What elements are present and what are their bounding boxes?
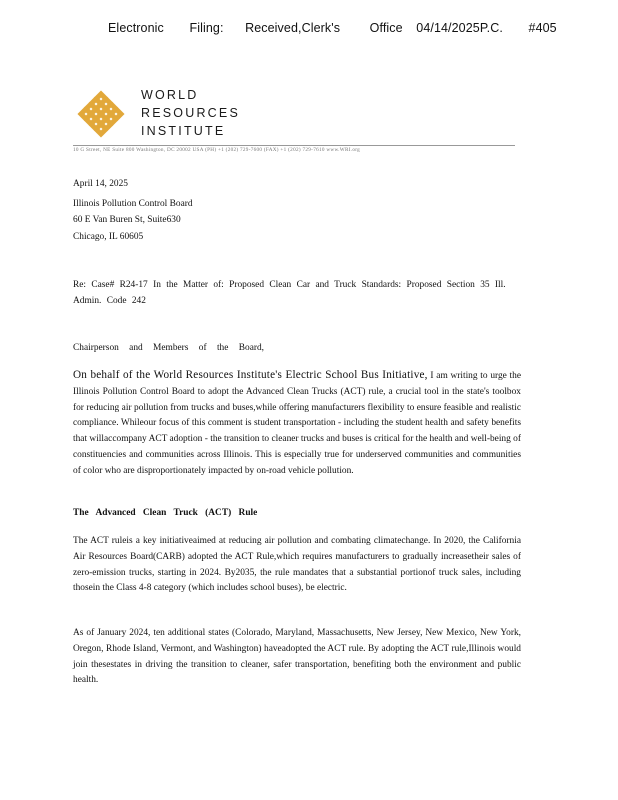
- salutation: Chairperson and Members of the Board,: [73, 343, 265, 353]
- recipient-line: Illinois Pollution Control Board: [73, 199, 193, 209]
- filing-word: Filing:: [189, 21, 224, 35]
- recipient-line: Chicago, IL 60605: [73, 232, 144, 242]
- paragraph-states: As of January 2024, ten additional states (Colorado, Maryland, Massachusetts, New Jersey, New Mexico, New York, Oregon, Rhode Island, Vermont, and Washington) haveadopted the ACT rule. By adopting the ACT rule,Illinois would join thesestates in driving the transition to cleaner, safer transportation, benefiting both the environment and public health.: [73, 628, 521, 686]
- letterhead-divider: [73, 145, 515, 146]
- filing-received: Received,Clerk's: [245, 21, 341, 35]
- filing-prefix: Electronic: [108, 21, 164, 35]
- letterhead-address: 10 G Street, NE Suite 800 Washington, DC 20002 USA (PH) +1 (202) 729-7600 (FAX) +1 (202) 729-7610 www.WRI.org: [73, 147, 361, 153]
- filing-number: #405: [528, 21, 557, 35]
- re-line-1: Re: Case# R24-17 In the Matter of: Proposed Clean Car and Truck Standards: Proposed Section 35 Ill.: [73, 280, 506, 290]
- letter-date: April 14, 2025: [73, 179, 128, 189]
- org-name-line-2: RESOURCES: [141, 106, 240, 120]
- filing-stamp: [108, 21, 557, 35]
- paragraph-intro-body: I am writing to urge the Illinois Pollution Control Board to adopt the Advanced Clean Trucks (ACT) rule, a crucial tool in the state's toolbox for reducing air pollution from trucks and buses,while offering manufacturers flexibility to ensure feasible and realistic compliance. Whileour focus of this comment is student transportation - including the student health and safety benefits that willaccompany ACT adoption - the transition to cleaner trucks and buses is critical for the health and well-being of constituencies and communities across Illinois. This is especially true for underserved communities and communities of color who are disproportionately impacted by on-road vehicle pollution.: [73, 371, 522, 476]
- recipient-line: 60 E Van Buren St, Suite630: [73, 215, 181, 225]
- re-line-2: Admin. Code 242: [73, 296, 146, 306]
- paragraph-act-rule: The ACT ruleis a key initiativeaimed at reducing air pollution and combating climatechange. In 2020, the California Air Resources Board(CARB) adopted the ACT Rule,which requires manufacturers to gradually increasetheir sales of zero-emission trucks, starting in 2024. By2035, the rule mandates that a substantial portionof truck sales, including thosein the Class 4-8 category (which includes school buses), be electric.: [73, 536, 521, 594]
- org-name-line-1: WORLD: [141, 88, 199, 102]
- wri-logo-icon: [73, 86, 129, 142]
- filing-date: 04/14/2025P.C.: [416, 21, 503, 35]
- section-heading: The Advanced Clean Truck (ACT) Rule: [73, 508, 258, 518]
- paragraph-intro: [73, 368, 521, 480]
- filing-office: Office: [369, 21, 403, 35]
- paragraph-intro-lead: On behalf of the World Resources Institute's Electric School Bus Initiative,: [73, 369, 428, 381]
- org-name-line-3: INSTITUTE: [141, 124, 226, 138]
